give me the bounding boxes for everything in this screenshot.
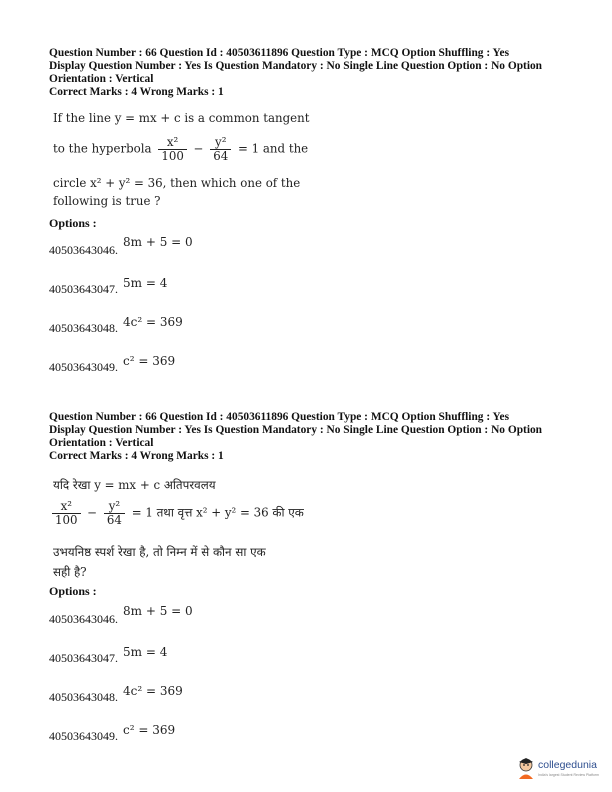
option-value: 5m = 4	[123, 276, 168, 290]
option-value: 5m = 4	[123, 645, 168, 659]
fraction-denominator: 64	[213, 149, 229, 163]
meta-line-1: Question Number : 66 Question Id : 40503611896 Question Type : MCQ Option Shuffling : Yes	[49, 47, 509, 59]
marks-line: Correct Marks : 4 Wrong Marks : 1	[49, 450, 224, 462]
option-id: 40503643047.	[49, 651, 118, 665]
marks-line: Correct Marks : 4 Wrong Marks : 1	[49, 86, 224, 98]
mascot-icon	[516, 757, 536, 781]
option-value: 4c² = 369	[123, 684, 183, 698]
option-id: 40503643049.	[49, 360, 118, 374]
question-line-2-post: = 1 and the	[238, 141, 309, 156]
question-line-2-pre: to the hyperbola	[53, 141, 152, 156]
fraction-numerator: x²	[52, 500, 81, 514]
meta-line-3: Orientation : Vertical	[49, 73, 154, 85]
option-id: 40503643048.	[49, 690, 118, 704]
question-text	[53, 108, 353, 208]
question-line-1: If the line y = mx + c is a common tangent	[53, 111, 310, 125]
fraction-numerator: y²	[104, 500, 125, 514]
question-meta	[49, 411, 589, 463]
meta-line-1: Question Number : 66 Question Id : 40503611896 Question Type : MCQ Option Shuffling : Yes	[49, 411, 509, 423]
logo-text: collegedunia	[538, 759, 597, 771]
question-line-1: यदि रेखा y = mx + c अतिपरवलय	[53, 478, 216, 492]
question-text	[53, 474, 353, 582]
fraction-denominator: 100	[55, 513, 78, 527]
option-value: c² = 369	[123, 354, 176, 368]
fraction-x2-over-100	[158, 136, 187, 163]
option-id: 40503643046.	[49, 243, 118, 257]
question-line-2	[53, 136, 308, 163]
options-label: Options :	[49, 584, 97, 598]
question-line-4: सही है?	[53, 565, 87, 579]
fraction-numerator: y²	[210, 136, 231, 150]
question-line-3: उभयनिष्ठ स्पर्श रेखा है, तो निम्न में से कौन सा एक	[53, 545, 266, 559]
meta-line-2: Display Question Number : Yes Is Question Mandatory : No Single Line Question Option : No Option	[49, 424, 543, 436]
options-label: Options :	[49, 216, 97, 230]
fraction-x2-over-100	[52, 500, 81, 527]
option-value: c² = 369	[123, 723, 176, 737]
question-line-3: circle x² + y² = 36, then which one of the	[53, 176, 301, 190]
option-value: 8m + 5 = 0	[123, 604, 193, 618]
option-id: 40503643047.	[49, 282, 118, 296]
option-id: 40503643046.	[49, 612, 118, 626]
fraction-y2-over-64	[104, 500, 125, 527]
question-line-4: following is true ?	[53, 194, 161, 208]
fraction-numerator: x²	[158, 136, 187, 150]
question-line-2	[49, 500, 304, 527]
option-id: 40503643049.	[49, 729, 118, 743]
fraction-denominator: 64	[106, 513, 122, 527]
minus-sign: −	[193, 141, 204, 156]
minus-sign: −	[87, 505, 98, 520]
fraction-denominator: 100	[161, 149, 184, 163]
option-value: 4c² = 369	[123, 315, 183, 329]
option-id: 40503643048.	[49, 321, 118, 335]
fraction-y2-over-64	[210, 136, 231, 163]
collegedunia-logo	[516, 757, 608, 785]
meta-line-3: Orientation : Vertical	[49, 437, 154, 449]
logo-subtext: India's largest Student Review Platform	[538, 773, 599, 777]
meta-line-2: Display Question Number : Yes Is Question Mandatory : No Single Line Question Option : No Option	[49, 60, 543, 72]
option-value: 8m + 5 = 0	[123, 235, 193, 249]
question-line-2-post: = 1 तथा वृत्त x² + y² = 36 की एक	[131, 505, 304, 520]
question-meta	[49, 47, 589, 99]
